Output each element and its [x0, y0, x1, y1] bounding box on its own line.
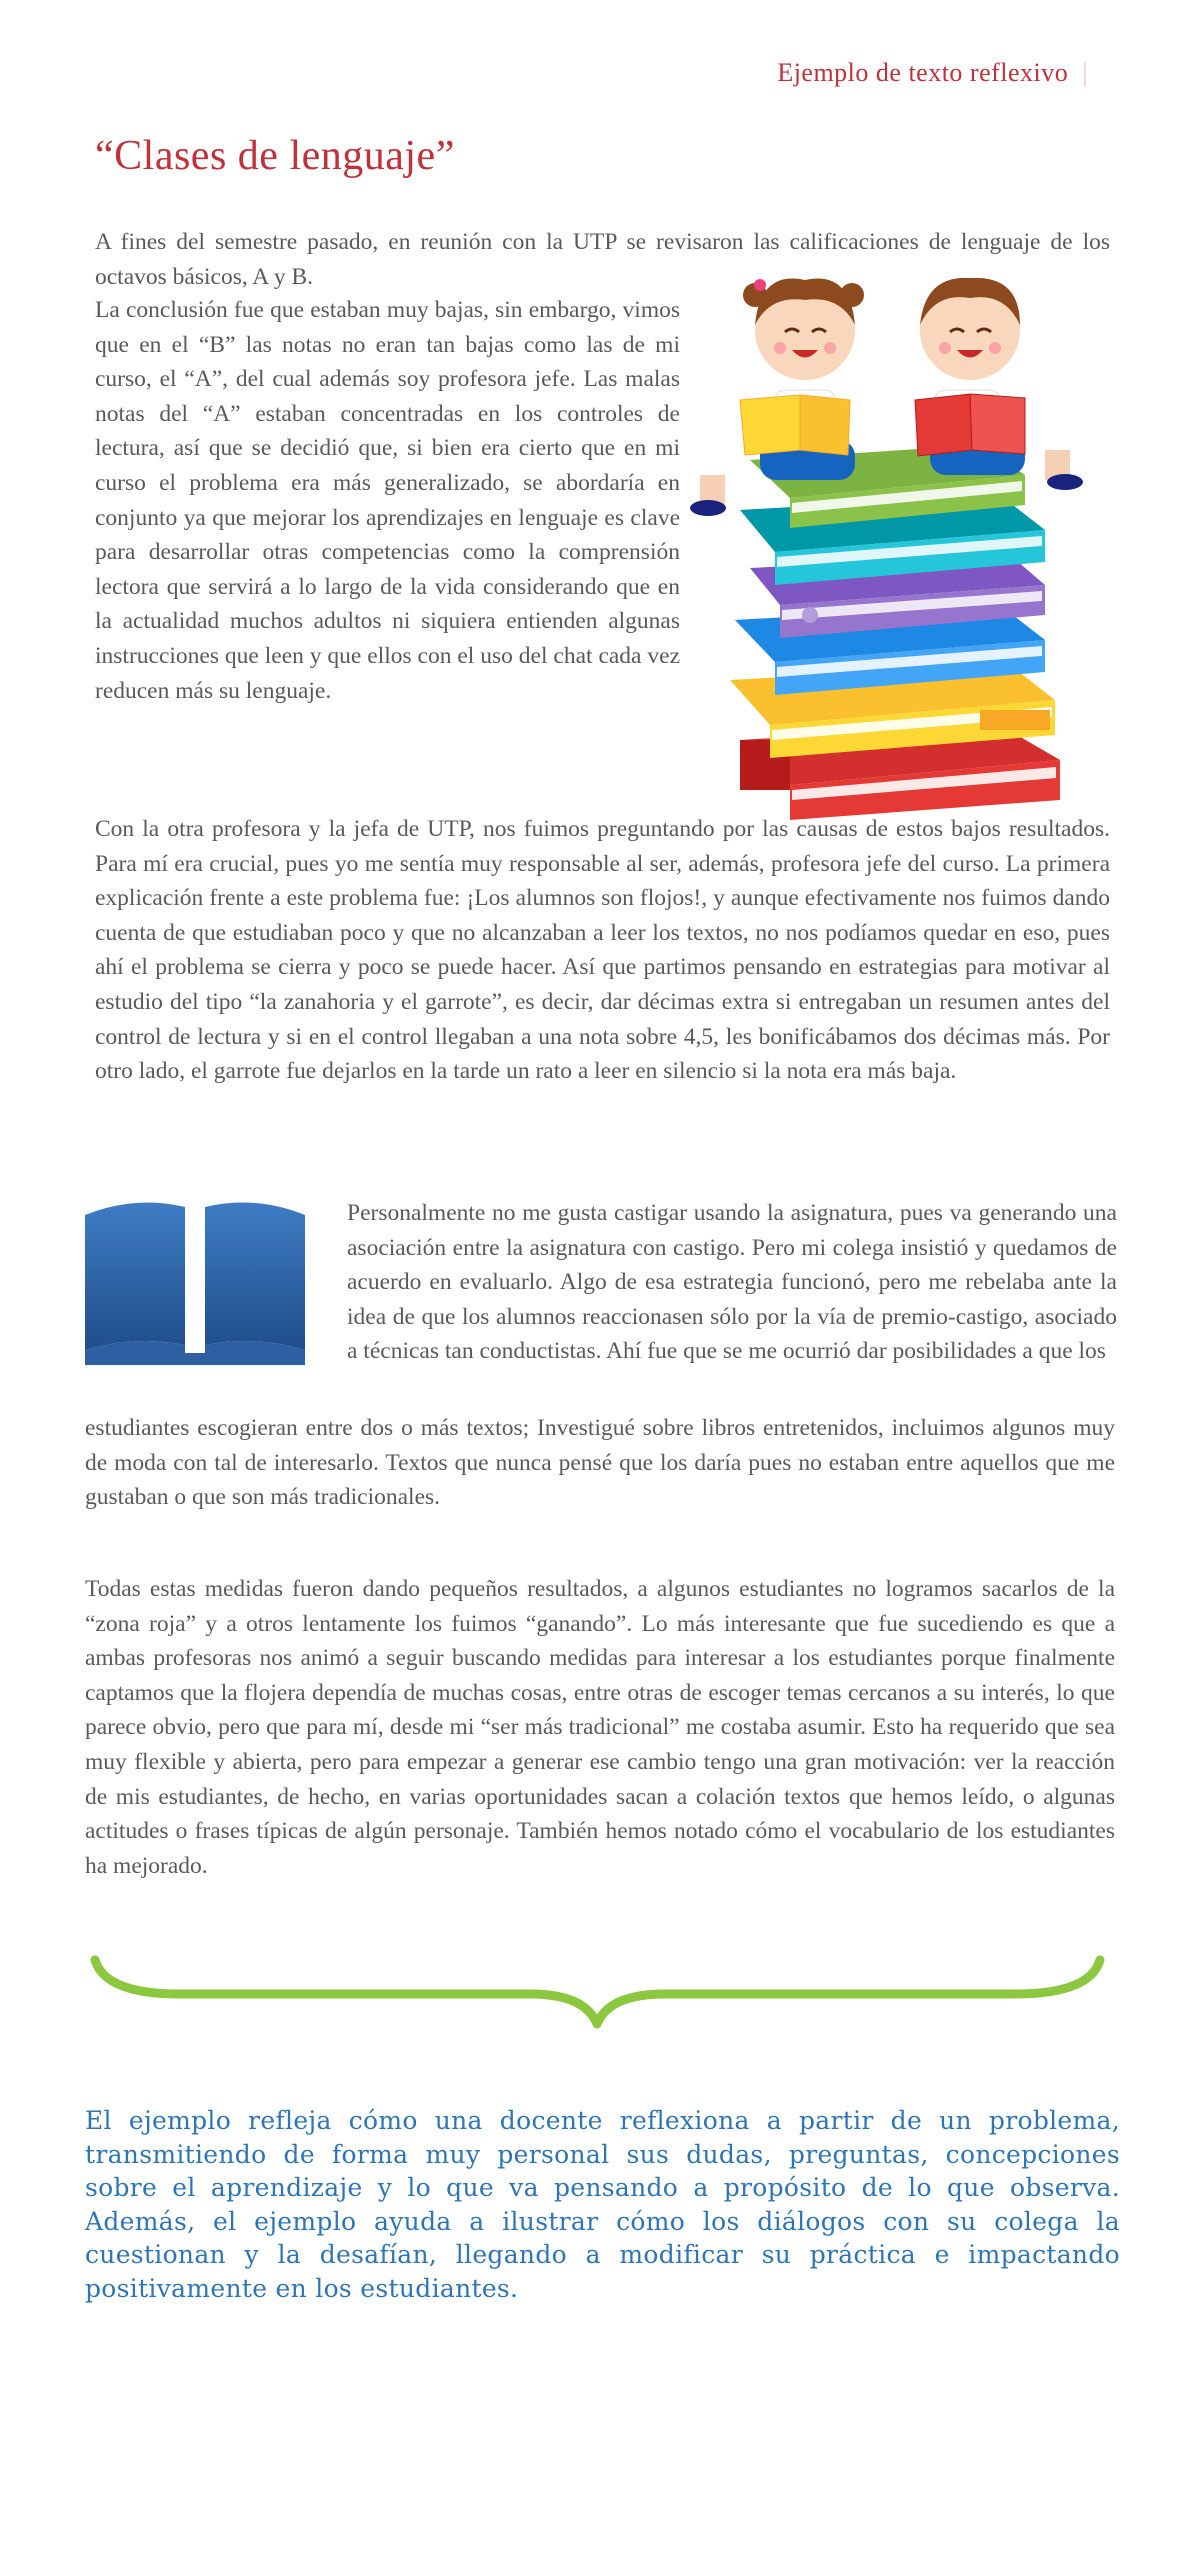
- paragraph-causes: Con la otra profesora y la jefa de UTP, nos fuimos preguntando por las causas de estos bajos resultados. Para mí era crucial, pues yo me sentía muy responsable al ser, además, profesora jefe del curso. La primera explicación frente a este problema fue: ¡Los alumnos son flojos!, y aunque efectivamente nos fuimos dando cuenta de que estudiaban poco y que no alcanzaban a leer los textos, no nos podíamos quedar en eso, pues ahí el problema se cierra y poco se puede hacer. Así que partimos pensando en estrategias para motivar al estudio del tipo “la zanahoria y el garrote”, es decir, dar décimas extra si entregaban un resumen antes del control de lectura y si en el control llegaban a una nota sobre 4,5, les bonificábamos dos décimas más. Por otro lado, el garrote fue dejarlos en la tarde un rato a leer en silencio si la nota era más baja.: [95, 816, 1110, 1085]
- book-stack: [730, 445, 1060, 820]
- boy-figure: [915, 278, 1083, 490]
- paragraph-results: Todas estas medidas fueron dando pequeños resultados, a algunos estudiantes no logramos sacarlos de la “zona roja” y a otros lentamente los fuimos “ganando”. Lo más interesante que fue sucediendo es que a ambas profesoras nos animó a seguir buscando medidas para interesar a los estudiantes porque finalmente captamos que la flojera dependía de muchas cosas, entre otras de escoger temas cercanos a su interés, lo que parece obvio, pero que para mí, desde mi “ser más tradicional” me costaba asumir. Esto ha requerido que sea muy flexible y abierta, pero para empezar a generar ese cambio tengo una gran motivación: ver la reacción de mis estudiantes, de hecho, en varias oportunidades sacan a colación textos que hemos leído, o algunas actitudes o frases típicas de algún personaje. También hemos notado cómo el vocabulario de los estudiantes ha mejorado.: [85, 1576, 1115, 1879]
- conclusion-summary: El ejemplo refleja cómo una docente reflexiona a partir de un problema, transmitiendo de forma muy personal sus dudas, preguntas, concepciones sobre el aprendizaje y lo que va pensando a propósito de lo que observa. Además, el ejemplo ayuda a ilustrar cómo los diálogos con su colega la cuestionan y la desafían, llegando a modificar su práctica e impactando positivamente en los estudiantes.: [85, 2106, 1120, 2303]
- paragraph-intro: A fines del semestre pasado, en reunión con la UTP se revisaron las calificaciones de lenguaje de los octavos básicos, A y B.: [95, 229, 1110, 290]
- curly-brace-divider: [90, 1952, 1105, 2032]
- children-reading-illustration: [680, 270, 1120, 835]
- paragraph-conclusion-grades: La conclusión fue que estaban muy bajas, sin embargo, vimos que en el “B” las notas no eran tan bajas como las de mi curso, el “A”, del cual además soy profesora jefe. Las malas notas del “A” estaban concentradas en los controles de lectura, así que se decidió que, si bien era cierto que en mi curso el problema era más generalizado, se abordaría en conjunto ya que mejorar los aprendizajes en lenguaje es clave para desarrollar otras competencias como la comprensión lectora que servirá a lo largo de la vida considerando que en la actualidad muchos adultos ni siquiera entienden algunas instrucciones que leen y que ellos con el uso del chat cada vez reducen más su lenguaje.: [95, 297, 680, 704]
- page-title: “Clases de lenguaje”: [95, 133, 455, 179]
- header-separator: |: [1082, 58, 1088, 87]
- open-book-icon: [85, 1195, 305, 1365]
- header-note-text: Ejemplo de texto reflexivo: [777, 58, 1069, 87]
- header-note: [777, 58, 1088, 88]
- paragraph-personal-view-cont: estudiantes escogieran entre dos o más textos; Investigué sobre libros entretenidos, incluimos algunos muy de moda con tal de interesarlo. Textos que nunca pensé que los daría pues no estaban entre aquellos que me gustaban o que son más tradicionales.: [85, 1415, 1115, 1511]
- paragraph-personal-view: Personalmente no me gusta castigar usando la asignatura, pues va generando una asociación entre la asignatura con castigo. Pero mi colega insistió y quedamos de acuerdo en evaluarlo. Algo de esa estrategia funcionó, pero me rebelaba ante la idea de que los alumnos reaccionasen sólo por la vía de premio-castigo, asociado a técnicas tan conductistas. Ahí fue que se me ocurrió dar posibilidades a que los: [347, 1200, 1117, 1365]
